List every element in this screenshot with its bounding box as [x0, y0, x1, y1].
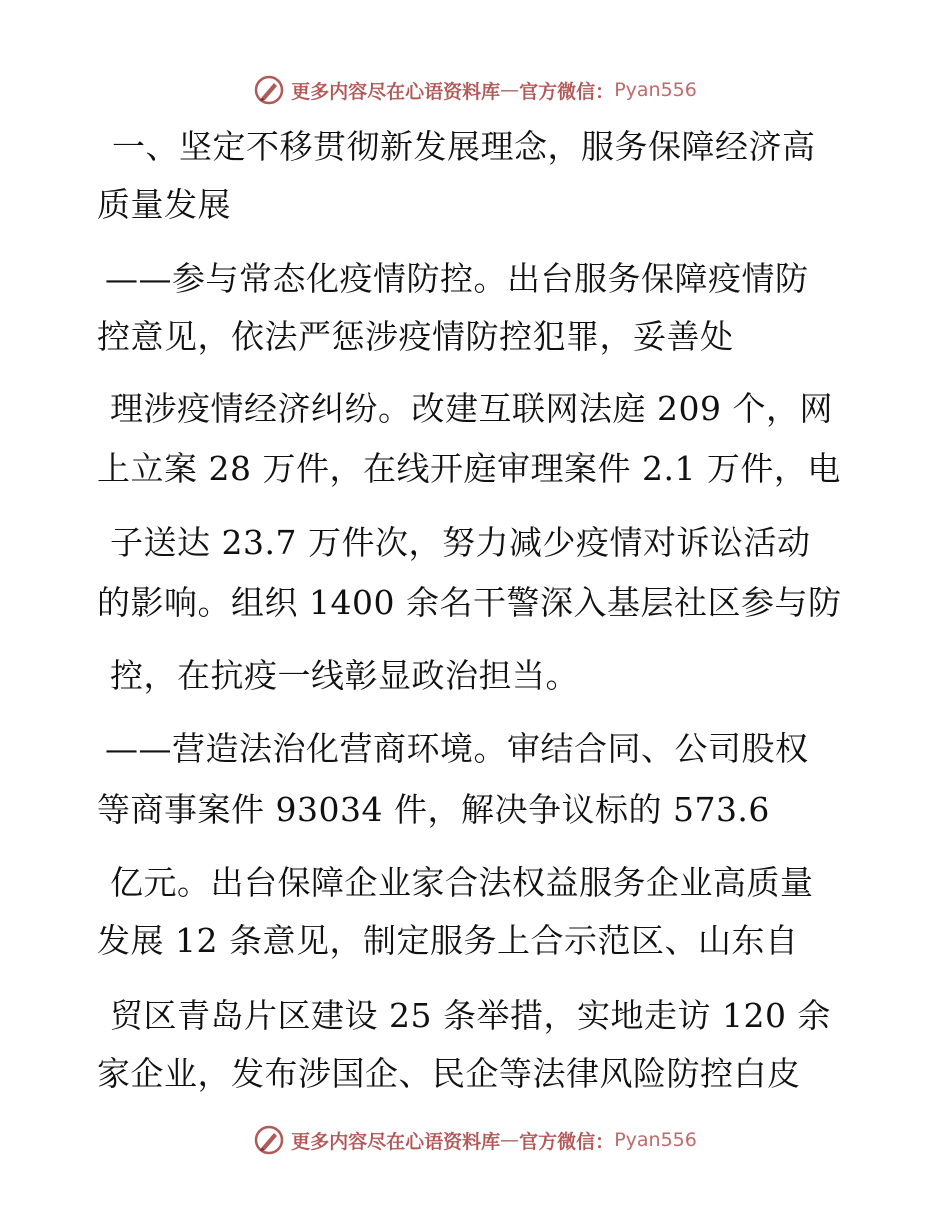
text-line-7: 子送达 23.7 万件次，努力减少疫情对诉讼活动 — [110, 523, 811, 562]
watermark-contact-label: 官方微信： — [519, 80, 615, 103]
text-line-2: 质量发展 — [97, 185, 231, 224]
pen-seal-icon — [253, 1124, 285, 1156]
text-line-3: ——参与常态化疫情防控。出台服务保障疫情防 — [105, 259, 809, 298]
watermark-contact-id: Pyan556 — [614, 79, 697, 101]
pen-seal-icon — [253, 74, 285, 106]
text-line-14: 贸区青岛片区建设 25 条举措，实地走访 120 余 — [110, 996, 831, 1035]
text-line-9: 控，在抗疫一线彰显政治担当。 — [110, 656, 579, 695]
text-line-1: 一、坚定不移贯彻新发展理念，服务保障经济高 — [112, 127, 816, 166]
text-line-8: 的影响。组织 1400 余名干警深入基层社区参与防 — [97, 583, 842, 622]
text-line-4: 控意见，依法严惩涉疫情防控犯罪，妥善处 — [97, 317, 734, 356]
watermark-footer — [0, 1120, 950, 1160]
text-line-10: ——营造法治化营商环境。审结合同、公司股权 — [105, 729, 809, 768]
text-line-5: 理涉疫情经济纠纷。改建互联网法庭 209 个，网 — [110, 389, 833, 428]
watermark-contact-label: 官方微信： — [519, 1130, 615, 1153]
watermark-brand: 更多内容尽在心语资料库 — [291, 80, 501, 103]
watermark-contact-id: Pyan556 — [614, 1129, 697, 1151]
text-line-11: 等商事案件 93034 件，解决争议标的 573.6 — [97, 790, 770, 829]
watermark-brand: 更多内容尽在心语资料库 — [291, 1130, 501, 1153]
text-line-13: 发展 12 条意见，制定服务上合示范区、山东自 — [97, 921, 799, 960]
watermark-separator: — — [500, 1129, 520, 1151]
text-line-6: 上立案 28 万件，在线开庭审理案件 2.1 万件，电 — [97, 449, 841, 488]
text-line-15: 家企业，发布涉国企、民企等法律风险防控白皮 — [97, 1054, 801, 1093]
text-line-12: 亿元。出台保障企业家合法权益服务企业高质量 — [110, 863, 814, 902]
watermark-header — [0, 70, 950, 110]
watermark-separator: — — [500, 79, 520, 101]
